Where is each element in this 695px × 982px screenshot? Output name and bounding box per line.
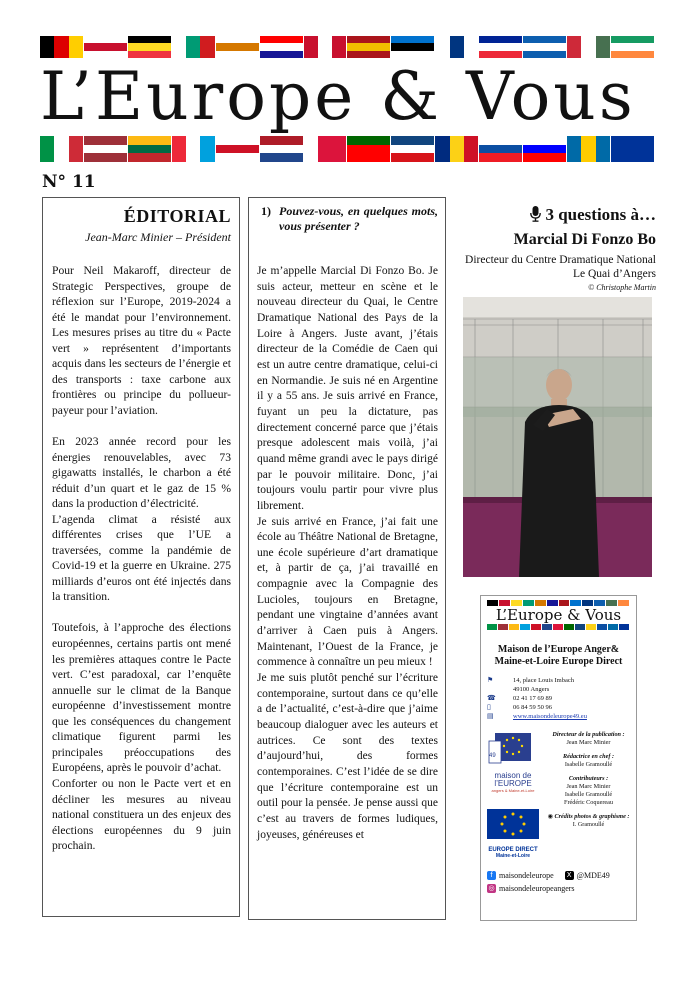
top-flag (84, 36, 127, 58)
issue-number: N° 11 (42, 172, 96, 192)
bottom-flag (567, 136, 610, 162)
top-flag (40, 36, 83, 58)
social-links (487, 869, 630, 895)
logo1-text: maison de l’EUROPE (494, 771, 532, 788)
credit-value: I. Gramoullé (572, 821, 605, 828)
credit-value: Isabelle Gramoullé (564, 761, 613, 768)
top-flag (479, 36, 522, 58)
flag-strip-bottom (40, 136, 654, 162)
interviewee-photo (463, 297, 652, 577)
interviewee-role: Directeur du Centre Dramatique National Le Quai d’Angers (465, 254, 656, 280)
location-icon: ⚑ (487, 676, 494, 684)
top-flag (435, 36, 478, 58)
web-icon: ▤ (487, 712, 494, 720)
facebook-icon[interactable]: f (487, 871, 496, 880)
bottom-flag (260, 136, 303, 162)
credit-value: Jean Marc Minier (566, 739, 611, 746)
x-icon[interactable]: X (565, 871, 574, 880)
top-flag (391, 36, 434, 58)
interview-column (248, 197, 446, 920)
address: 14, place Louis Imbach (513, 677, 575, 684)
camera-icon: ◉ (547, 813, 553, 820)
top-flag (611, 36, 654, 58)
bottom-flag (479, 136, 522, 162)
three-questions-title: 3 questions à… (460, 205, 656, 227)
logo2-sub: Maine-et-Loire (495, 853, 531, 859)
mobile-icon: ▯ (487, 703, 491, 711)
interview-paragraph: Je suis arrivé en France, j’ai fait une école au Théâtre National de Bretagne, une école supérieure d’art dramatique et, à partir de ça, j’ai travaillé en compagnie avec la Compagnie des Lucioles, toujours en Bretagne, pendant une vingtaine d’années avant d’arriver à Caen puis à Angers. Maintenant, l’Ouest de la France, je commence à connaître un peu mieux ! (257, 515, 438, 669)
maison-europe-logo (487, 731, 539, 791)
bottom-flag (40, 136, 83, 162)
facebook-handle[interactable]: maisondeleurope (499, 871, 554, 880)
bottom-flag (611, 136, 654, 162)
instagram-icon[interactable]: ◎ (488, 884, 495, 892)
website-link[interactable]: www.maisondeleurope49.eu (513, 713, 587, 720)
top-flag (172, 36, 215, 58)
interview-paragraph: Je m’appelle Marcial Di Fonzo Bo. Je suis acteur, metteur en scène et le nouveau directeur du Quai, le Centre Dramatique National des Pays de la Loire à Angers. Juste avant, j’étais directeur de la Comédie de Caen qui est un autre centre dramatique, celui-ci en Normandie. Je suis né en Argentine il y a 55 ans. Je suis arrivé en France, fuyant un peu la dictature, pas directement concerné parce que j’étais presque adolescent mais voilà, j’ai quand même grandi avec le pays dirigé par le pouvoir militaire. Donc, j’ai toujours voulu partir pour vivre plus librement. (257, 265, 438, 512)
city: 49100 Angers (513, 686, 550, 693)
editorial-author: Jean-Marc Minier – Président (85, 230, 231, 244)
top-flag (216, 36, 259, 58)
logos (487, 731, 547, 859)
x-handle[interactable]: @MDE49 (576, 871, 610, 880)
credit-label: Crédits photos & graphisme : (554, 813, 630, 820)
interviewee-name: Marcial Di Fonzo Bo (513, 231, 656, 248)
editorial-paragraph: Conforter ou non le Pacte vert et en décliner les mesures au niveau national constituera un des enjeux des élections européennes du 9 juin prochain. (52, 776, 231, 853)
card-flags-bottom (487, 624, 630, 630)
top-flag (347, 36, 390, 58)
phone: 02 41 17 69 89 (513, 695, 552, 702)
photo-credit: © Christophe Martin (588, 283, 656, 292)
bottom-flag (391, 136, 434, 162)
bottom-flag (435, 136, 478, 162)
top-flag (523, 36, 566, 58)
publication-credits (547, 731, 630, 859)
credit-label: Rédactrice en chef : (562, 753, 615, 760)
top-flag (567, 36, 610, 58)
three-questions-header (460, 205, 656, 292)
logo1-number: 49 (489, 753, 496, 759)
masthead-title: L’Europe & Vous (40, 58, 636, 135)
logo2-text: EUROPE DIRECT (488, 847, 538, 853)
editorial-paragraph: L’agenda climat a résisté aux différentes crises que l’UE a traversées, comme la pandémie de Covid-19 et la guerre en Ukraine. 275 milliards d’euros ont été injectés dans la transition. (52, 512, 231, 604)
top-flag (260, 36, 303, 58)
credit-value: Jean Marc Minier Isabelle Gramoullé Frédéric Coquereau (564, 783, 613, 806)
bottom-flag (304, 136, 347, 162)
contact-details (487, 676, 630, 721)
phone-icon: ☎ (487, 694, 496, 702)
interview-paragraph: Je me suis plutôt penché sur l’écriture contemporaine, surtout dans ce qu’elle a de l’actualité, c’est-à-dire que j’aime beaucoup dialoguer avec les auteurs et autrices. Ce sont des textes d’aujourd’hui, des formes contemporaines. C’est l’idée de se dire que l’écriture contemporaine est un outil pour la pensée. Je pense aussi que c’est au travers de formes ludiques, joyeuses, généreuses et (257, 672, 438, 841)
editorial-paragraph: Toutefois, à l’approche des élections européennes, certains partis ont mené les premières attaques contre le Pacte vert. C’est paradoxal, car l’enquête annuelle sur le climat de la Banque européenne d’investissement montre que les conséquences du changement climatique figurent parmi les principales préoccupations des Européens, après le pouvoir d’achat. (52, 621, 231, 775)
credit-label: Contributeurs : (568, 775, 609, 782)
europe-direct-logo (487, 809, 539, 859)
card-heading: Maison de l’Europe Anger& Maine-et-Loire Europe Direct (494, 644, 623, 667)
question-text: Pouvez-vous, en quelques mots, vous présenter ? (279, 204, 438, 233)
editorial-paragraph: Pour Neil Makaroff, directeur de Strategic Perspectives, groupe de réflexion sur l’Europe, 2019-2024 a été le mandat pour l’environnement. Les mesures prises au titre du « Pacte vert » représentent d’importants acquis dans les secteurs de l’énergie et des transports : taxe carbone aux frontières ou principe du pollueur-payeur pour l’aviation. (52, 264, 231, 417)
bottom-flag (523, 136, 566, 162)
microphone-icon (530, 206, 541, 227)
question-number: 1) (261, 204, 271, 218)
bottom-flag (128, 136, 171, 162)
editorial-title: ÉDITORIAL (123, 206, 231, 226)
logo1-sub: angers & Maine-et-Loire (491, 788, 535, 793)
mobile: 06 84 59 50 96 (513, 704, 552, 711)
instagram-handle[interactable]: maisondeleuropeangers (499, 884, 575, 893)
editorial-paragraph: En 2023 année record pour les énergies renouvelables, avec 73 gigawatts installés, le charbon a été réduit d’un quart et le gaz de 15 % dans la production d’électricité. (52, 434, 231, 511)
bottom-flag (172, 136, 215, 162)
card-masthead: L’Europe & Vous (495, 606, 622, 624)
editorial-column (42, 197, 240, 917)
bottom-flag (216, 136, 259, 162)
interview-question (257, 204, 438, 234)
bottom-flag (84, 136, 127, 162)
flag-strip-top (40, 36, 654, 58)
top-flag (128, 36, 171, 58)
top-flag (304, 36, 347, 58)
bottom-flag (347, 136, 390, 162)
contact-card (480, 595, 637, 921)
credit-label: Directeur de la publication : (552, 731, 625, 738)
